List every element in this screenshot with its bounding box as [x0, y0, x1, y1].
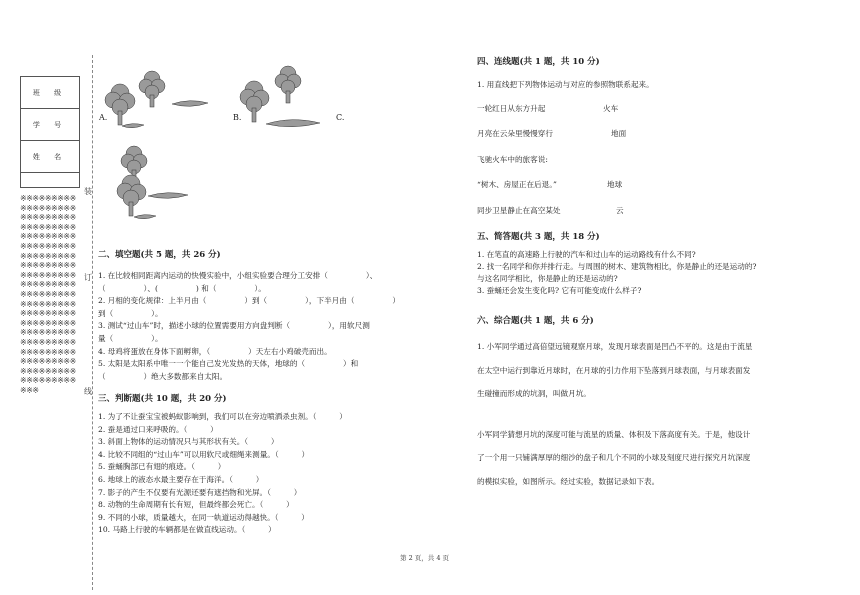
binding-pattern: ※※※※※※※※※※※※※※※※※※※※※※※※※※※※※※※※※※※※※※※※※※※※※※※※※※※※※※※※※※※※※※※※※※※※※※※※※※※※※※※※※※※※※※※※※※※※※※※※※※※※※※※※※※※※※※※※※※※※※※※※※※※※※※※※※※※※※※※※※※※※※※※※※※※※※※※※※※※※※※※※※※※※※※※※※※※※※※※※※※※※※※※: [20, 194, 76, 395]
question-line: （ ）绝大多数都来自太阳。: [98, 371, 228, 381]
comp-section-title: 六、综合题(共 1 题，共 6 分): [477, 316, 594, 326]
match-right-item: 地球: [607, 180, 623, 189]
question-line: 了一个用一只铺满厚厚的细沙的盘子和几个不同的小球及刻度尺进行探究月坑深度: [477, 453, 751, 462]
match-instruction: 1. 用直线把下列物体运动与对应的参照物联系起来。: [477, 80, 654, 89]
option-a-label: A.: [99, 113, 108, 122]
question-line: （ ）、( ) 和（ ）。: [98, 283, 266, 293]
binding-char-ding: 订: [84, 273, 92, 282]
question-line: 4. 比较不同组的“过山车”可以用软尺或细绳来测量。（ ）: [98, 449, 310, 459]
question-line: 2. 月相的变化规律：上半月由（ ）到（ ），下半月由（ ）: [98, 296, 401, 306]
question-line: 2. 找一名同学和你并排行走。与周围的树木、建筑物相比，你是静止的还是运动的?: [477, 262, 757, 271]
question-line: 9. 不同的小球，质量越大，在同一轨道运动得越快。（ ）: [98, 512, 309, 522]
question-line: 的模拟实验，如图所示。经过实验，数据记录如下表。: [477, 476, 660, 486]
option-b-image: [240, 62, 350, 134]
short-question-list: [477, 249, 757, 297]
judge-question-list: [98, 411, 347, 537]
student-id-label: 学 号: [21, 109, 80, 141]
option-a-image: [100, 65, 220, 135]
question-line: 6. 地球上的液态水最主要存在于海洋。（ ）: [98, 474, 264, 484]
blank-cell: [21, 173, 80, 188]
question-line: 4. 母鸡将蛋放在身体下面孵卵，（ ）天左右小鸡破壳而出。: [98, 346, 332, 356]
fill-section-title: 二、填空题(共 5 题，共 26 分): [98, 250, 221, 260]
student-info-table: [20, 76, 80, 188]
match-right-item: 云: [616, 206, 624, 215]
question-line: 10. 马路上行驶的车辆都是在做直线运动。（ ）: [98, 525, 276, 535]
question-line: 3. 测试“过山车”时，描述小球的位置需要用方向盘判断（ ），用软尺测: [98, 321, 370, 331]
match-left-item: 一轮红日从东方升起: [477, 104, 546, 113]
option-c-image: [118, 140, 203, 225]
question-line: 5. 太阳是太阳系中唯一一个能自己发光发热的天体，地球的（ ）和: [98, 359, 359, 369]
match-right-item: 火车: [603, 104, 619, 113]
question-line: 到（ ）。: [98, 308, 163, 318]
question-line: 1. 在比较相同距离内运动的快慢实验中，小组实验要合理分工安排（ ）、: [98, 271, 378, 280]
short-section-title: 五、简答题(共 3 题，共 18 分): [477, 232, 600, 242]
question-line: 2. 蚕是通过口来呼吸的。（ ）: [98, 424, 218, 434]
question-line: 3. 斜面上物体的运动情况只与其形状有关。（ ）: [98, 437, 279, 447]
question-line: 与这名同学相比，你是静止的还是运动的?: [477, 274, 618, 283]
match-right-item: 地面: [611, 129, 627, 138]
binding-dash-line: [92, 55, 93, 590]
match-section-title: 四、连线题(共 1 题，共 10 分): [477, 57, 600, 67]
match-left-item: 飞驰火车中的旅客说:: [477, 155, 548, 164]
fill-question-list: [98, 270, 400, 383]
question-line: 1. 为了不让蚕宝宝被蚂蚁影响到，我们可以在旁边喷洒杀虫剂。（ ）: [98, 412, 347, 421]
question-line: 3. 蚕蛹还会发生变化吗? 它有可能变成什么样子?: [477, 286, 642, 295]
page-footer: 第 2 页，共 4 页: [400, 554, 450, 562]
match-left-item: 月亮在云朵里慢慢穿行: [477, 129, 553, 138]
question-line: 小军同学猜想月坑的深度可能与流星的质量、体积及下落高度有关。于是，他设计: [477, 429, 751, 439]
question-line: 生碰撞而形成的坑洞，叫做月坑。: [477, 389, 591, 398]
judge-section-title: 三、判断题(共 10 题，共 20 分): [98, 394, 227, 404]
binding-char-xian: 线: [84, 387, 92, 396]
question-line: 7. 影子的产生不仅要有光源还要有遮挡物和光屏。（ ）: [98, 487, 302, 497]
match-left-item: “树木、房屋正在后退。”: [477, 180, 557, 189]
binding-char-zhuang: 装: [84, 187, 92, 196]
match-left-item: 同步卫星静止在高空某处: [477, 206, 561, 215]
comp-question-text: [477, 335, 752, 493]
question-line: 在太空中运行到靠近月球时，在月球的引力作用下坠落到月球表面，与月球表面发: [477, 365, 751, 375]
option-c-label: C.: [336, 113, 345, 122]
question-line: 1. 在笔直的高速路上行驶的汽车和过山车的运动路线有什么不同?: [477, 250, 696, 259]
name-label: 姓 名: [21, 141, 80, 173]
question-line: [477, 406, 752, 423]
option-b-label: B.: [233, 113, 242, 122]
question-line: 5. 蚕蛹胸部已有翅的痕迹。（ ）: [98, 462, 226, 472]
class-label: 班 级: [21, 77, 80, 109]
question-line: 1. 小军同学通过高倍望远镜观察月球，发现月球表面是凹凸不平的。这是由于流星: [477, 342, 753, 351]
question-line: 量（ ）。: [98, 333, 163, 343]
question-line: 8. 动物的生命周期有长有短，但最终都会死亡。（ ）: [98, 500, 294, 510]
